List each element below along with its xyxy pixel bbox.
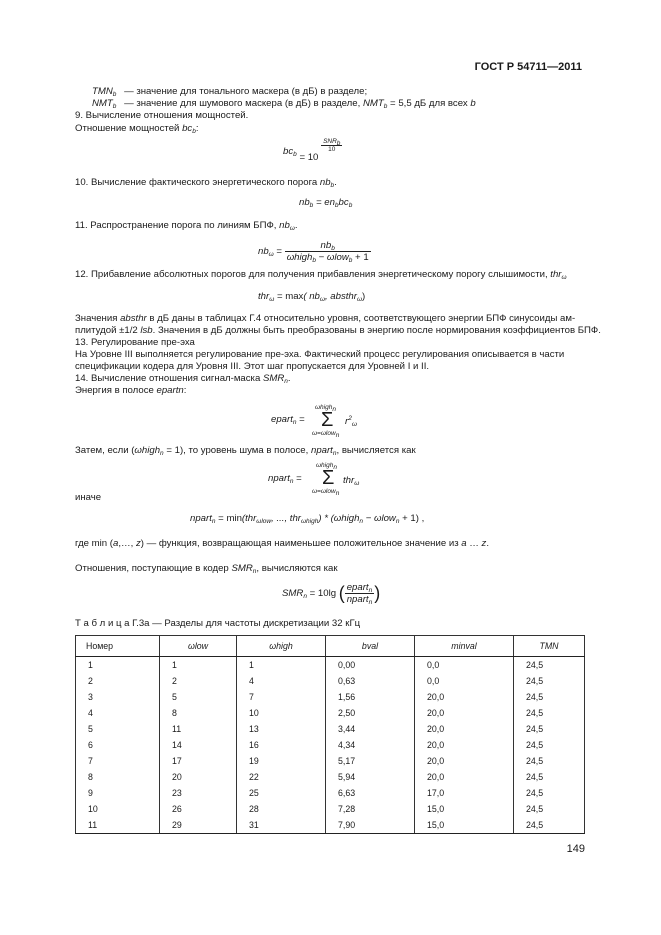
subscript: ωlow — [256, 518, 272, 525]
formula-epart-rhs — [345, 416, 357, 427]
table-cell: 0,0 — [415, 657, 514, 674]
subscript: ω — [561, 274, 567, 281]
symbol: epart — [271, 414, 293, 425]
table-cell: 4 — [76, 705, 160, 721]
formula-npart-rhs — [343, 475, 359, 486]
section-11-heading — [75, 220, 298, 232]
table-cell: 2 — [76, 673, 160, 689]
subscript: b — [330, 182, 335, 189]
sum-sign: Σ — [321, 409, 334, 431]
formula-nb-omega — [258, 240, 371, 263]
section-13-heading: 13. Регулирование пре-эха — [75, 337, 195, 348]
table-row — [76, 705, 585, 721]
text: в дБ даны в таблицах Г.4 относительно уровня, соответствующего энергии БПФ синусоиды ам- — [146, 313, 576, 324]
text: . Значения в дБ должны быть преобразованы в энергию после нормирования коэффициентов БПФ. — [152, 325, 601, 336]
table-cell: 5,17 — [326, 753, 415, 769]
text: . — [287, 373, 291, 384]
subscript: n — [160, 450, 164, 457]
definition-text: = 5,5 дБ для всех — [390, 98, 468, 109]
table-cell: 20,0 — [415, 689, 514, 705]
table-cell: 20,0 — [415, 769, 514, 785]
text: : — [195, 123, 199, 134]
sum-lower-limit — [312, 488, 339, 495]
formula-smr — [282, 582, 380, 605]
table-cell: 24,5 — [514, 769, 585, 785]
table-row — [76, 817, 585, 834]
text: 11. Распространение порога по линиям БПФ, — [75, 220, 280, 231]
table-cell: 7,90 — [326, 817, 415, 834]
table-cell: 4 — [237, 673, 326, 689]
table-row — [76, 785, 585, 801]
operator: = — [299, 414, 305, 425]
operator: + 1) , — [402, 513, 425, 524]
formula-thr — [258, 291, 365, 302]
text: = 1), то уровень шума в полосе, — [163, 445, 311, 456]
subscript: n — [252, 568, 257, 575]
table-cell: 0,0 — [415, 673, 514, 689]
operator: = min — [218, 513, 242, 524]
table-row — [76, 689, 585, 705]
text: . — [334, 177, 337, 188]
table-cell: 24,5 — [514, 817, 585, 834]
table-cell: 20,0 — [415, 753, 514, 769]
symbol: thr — [343, 475, 355, 486]
table-cell: 24,5 — [514, 801, 585, 817]
operator: = 10 — [299, 152, 319, 164]
subscript: n — [284, 378, 288, 385]
subscript: ω — [319, 296, 325, 303]
subscript: b — [312, 257, 316, 264]
text: Значения — [75, 313, 121, 324]
symbol: b — [470, 98, 476, 109]
section-14-heading — [75, 373, 291, 385]
subscript: ω — [354, 480, 360, 487]
table-caption — [75, 618, 360, 630]
table-cell: 19 — [237, 753, 326, 769]
symbol: bc — [283, 146, 294, 158]
symbol: , absthr — [324, 291, 357, 302]
table-cell: 20,0 — [415, 737, 514, 753]
operator: = — [276, 246, 283, 258]
subscript: n — [359, 518, 364, 525]
table-row — [76, 753, 585, 769]
table-row — [76, 737, 585, 753]
symbol: ωhigh — [134, 445, 161, 456]
symbol: ω=ωlow — [312, 430, 336, 437]
paragraph-min-definition — [75, 538, 489, 550]
symbol: ωhigh — [315, 404, 333, 411]
table-cell: 6,63 — [326, 785, 415, 801]
symbol: absthr — [120, 313, 147, 324]
text: , вычисляется как — [336, 445, 416, 456]
table-cell: 16 — [237, 737, 326, 753]
symbol: a — [113, 538, 119, 549]
table-cell: 11 — [76, 817, 160, 834]
table-cell: 10 — [237, 705, 326, 721]
subscript: ω — [356, 296, 363, 303]
symbol: bc — [182, 123, 193, 134]
symbol: SNR — [323, 138, 337, 145]
symbol: thr — [258, 291, 270, 302]
table-cell: 13 — [237, 721, 326, 737]
table-cell: 20,0 — [415, 705, 514, 721]
subscript: ωhigh — [300, 518, 319, 525]
fraction — [345, 582, 375, 605]
table-cell: 17,0 — [415, 785, 514, 801]
symbol: ( nb — [303, 291, 320, 302]
paragraph-smr — [75, 563, 338, 575]
symbol: npart — [190, 513, 212, 524]
table-cell: 0,63 — [326, 673, 415, 689]
subscript: ω — [269, 296, 275, 303]
formula-bc — [283, 138, 342, 164]
table-cell: 6 — [76, 737, 160, 753]
symbol: bc — [338, 197, 349, 208]
table-cell: 24,5 — [514, 737, 585, 753]
symbol: nb — [320, 240, 332, 251]
symbol: = en — [315, 197, 335, 208]
table-cell: 15,0 — [415, 817, 514, 834]
table-row — [76, 769, 585, 785]
table-cell: 20,0 — [415, 721, 514, 737]
section-10-heading — [75, 177, 337, 189]
partition-table — [75, 635, 585, 834]
subscript: b — [383, 103, 388, 110]
table-cell: 5 — [76, 721, 160, 737]
definition-tmn — [92, 86, 367, 98]
text: … — [466, 538, 482, 549]
symbol: SMR — [282, 588, 304, 600]
subscript: b — [331, 245, 335, 252]
text: ) — функция, возвращающая наименьшее положительное значение из — [140, 538, 462, 549]
table-header-row — [76, 636, 585, 657]
text: : — [183, 385, 187, 396]
table-cell: 17 — [160, 753, 237, 769]
subscript: b — [112, 91, 117, 98]
column-header: bval — [326, 636, 415, 657]
subscript: b — [293, 151, 297, 159]
subscript: b — [112, 103, 117, 110]
column-header: Номер — [76, 636, 160, 657]
table-cell: 7 — [76, 753, 160, 769]
table-cell: 20 — [160, 769, 237, 785]
standard-header: ГОСТ Р 54711—2011 — [474, 61, 582, 73]
operator: ) — [362, 291, 366, 302]
subscript: n — [332, 406, 336, 413]
table-cell: 7 — [237, 689, 326, 705]
operator: + 1 — [355, 252, 369, 263]
table-cell: 24,5 — [514, 753, 585, 769]
table-cell: 9 — [76, 785, 160, 801]
symbol: , ..., thr — [271, 513, 301, 524]
definition-text: — значение для шумового маскера (в дБ) в разделе, — [124, 98, 361, 109]
symbol: NMT — [362, 98, 384, 109]
section-12-heading — [75, 269, 567, 281]
symbol: npart — [346, 594, 369, 605]
column-header: ωhigh — [237, 636, 326, 657]
text: ,…, — [118, 538, 136, 549]
table-cell: 7,28 — [326, 801, 415, 817]
fraction — [285, 240, 371, 263]
definition-nmt — [92, 98, 476, 110]
paren-open: ( — [338, 583, 345, 603]
symbol: nb — [279, 220, 290, 231]
sum-lower-limit — [312, 430, 339, 437]
subscript: n — [395, 518, 400, 525]
table-cell: 2 — [160, 673, 237, 689]
text: Отношения, поступающие в кодер — [75, 563, 232, 574]
paragraph-preecho-1: На Уровне III выполняется регулирование пре-эха. Фактический процесс регулирования описывается в части — [75, 349, 565, 360]
superscript: 2 — [348, 415, 352, 422]
operator: = 10lg — [309, 588, 337, 600]
table-cell: 23 — [160, 785, 237, 801]
paren-close: ) — [374, 583, 381, 603]
caption-label: Т а б л и ц а Г.3а — [75, 618, 150, 629]
symbol: TMN — [92, 86, 113, 97]
symbol: z — [481, 538, 487, 549]
table-cell: 3,44 — [326, 721, 415, 737]
subscript: b — [334, 202, 339, 209]
formula-nb — [299, 197, 352, 208]
table-cell: 1 — [237, 657, 326, 674]
text: . — [486, 538, 490, 549]
table-cell: 4,34 — [326, 737, 415, 753]
subscript: ω — [351, 421, 357, 428]
subscript: n — [211, 518, 216, 525]
table-cell: 26 — [160, 801, 237, 817]
subscript: b — [348, 202, 353, 209]
subscript: n — [292, 419, 297, 426]
sum-sign: Σ — [322, 467, 335, 489]
paragraph-preecho-2: спецификации кодера для Уровня III. Этот шаг пропускается для Уровней I и II. — [75, 361, 430, 372]
table-cell: 11 — [160, 721, 237, 737]
paragraph-absthr-2 — [75, 325, 601, 337]
text: 12. Прибавление абсолютных порогов для получения прибавления энергетическому порогу слышимости, — [75, 269, 551, 280]
table-row — [76, 721, 585, 737]
table-row — [76, 673, 585, 689]
text: плитудой ±1/2 — [75, 325, 141, 336]
column-header: TMN — [514, 636, 585, 657]
subscript: n — [368, 599, 373, 606]
table-row — [76, 657, 585, 674]
symbol: a — [461, 538, 467, 549]
text: где min ( — [75, 538, 113, 549]
table-cell: 0,00 — [326, 657, 415, 674]
subscript: n — [303, 593, 307, 601]
symbol: epartn — [156, 385, 184, 396]
table-cell: 10 — [76, 801, 160, 817]
subscript: n — [335, 490, 340, 497]
symbol: ) * (ωhigh — [318, 513, 360, 524]
subscript: ω — [289, 225, 295, 232]
table-cell: 8 — [160, 705, 237, 721]
table-cell: 14 — [160, 737, 237, 753]
table-cell: 24,5 — [514, 689, 585, 705]
table-cell: 29 — [160, 817, 237, 834]
symbol: nb — [299, 197, 310, 208]
table-cell: 22 — [237, 769, 326, 785]
table-cell: 31 — [237, 817, 326, 834]
symbol: npart — [268, 473, 290, 484]
column-header: minval — [415, 636, 514, 657]
table-cell: 24,5 — [514, 721, 585, 737]
table-cell: 15,0 — [415, 801, 514, 817]
table-cell: 8 — [76, 769, 160, 785]
caption-text: — Разделы для частоты дискретизации 32 кГц — [149, 618, 361, 629]
formula-epart-lhs — [271, 414, 305, 425]
table-cell: 24,5 — [514, 705, 585, 721]
operator: = — [296, 473, 302, 484]
page-number: 149 — [566, 843, 585, 855]
symbol: − ωlow — [318, 252, 349, 263]
table-cell: 2,50 — [326, 705, 415, 721]
subscript: n — [335, 432, 340, 439]
text: Затем, если ( — [75, 445, 135, 456]
symbol: z — [135, 538, 141, 549]
table-cell: 28 — [237, 801, 326, 817]
paragraph-else: иначе — [75, 492, 102, 503]
symbol: − ωlow — [365, 513, 396, 524]
subscript: ω — [268, 251, 274, 259]
table-cell: 1 — [76, 657, 160, 674]
table-cell: 1,56 — [326, 689, 415, 705]
symbol: ωhigh — [316, 462, 334, 469]
symbol: NMT — [92, 98, 113, 109]
symbol: lsb — [140, 325, 153, 336]
table-cell: 24,5 — [514, 785, 585, 801]
symbol: ω=ωlow — [312, 488, 336, 495]
subscript: b — [192, 128, 196, 135]
subscript: n — [289, 478, 294, 485]
definition-text: — значение для тонального маскера (в дБ) в разделе; — [124, 86, 368, 97]
exponent-fraction — [321, 138, 342, 153]
text: 14. Вычисление отношения сигнал-маска — [75, 373, 263, 384]
symbol: SMR — [262, 373, 285, 384]
formula-npart-min — [190, 513, 424, 524]
text: , вычисляются как — [256, 563, 338, 574]
text: Отношение мощностей — [75, 123, 183, 134]
subscript: n — [333, 464, 337, 471]
symbol: (thr — [241, 513, 257, 524]
table-cell: 3 — [76, 689, 160, 705]
table-row — [76, 801, 585, 817]
table-cell: 24,5 — [514, 657, 585, 674]
section-9-heading: 9. Вычисление отношения мощностей. — [75, 110, 249, 121]
formula-npart-lhs — [268, 473, 302, 484]
table-cell: 24,5 — [514, 673, 585, 689]
text: 10. Вычисление фактического энергетического порога — [75, 177, 320, 188]
symbol: epart — [346, 582, 369, 593]
symbol: r — [345, 416, 349, 427]
subscript: b — [336, 140, 341, 147]
table-cell: 5 — [160, 689, 237, 705]
section-9-text — [75, 123, 199, 135]
section-14-text — [75, 385, 186, 397]
denominator: 10 — [328, 146, 336, 153]
subscript: b — [348, 257, 353, 264]
symbol: thr — [550, 269, 562, 280]
symbol: SMR — [231, 563, 253, 574]
paragraph-absthr-1 — [75, 313, 575, 325]
symbol: nb — [319, 177, 331, 188]
operator: = max — [276, 291, 304, 302]
table-cell: 1 — [160, 657, 237, 674]
symbol: nb — [258, 246, 269, 258]
paragraph-condition — [75, 445, 416, 457]
subscript: b — [309, 202, 314, 209]
table-cell: 25 — [237, 785, 326, 801]
subscript: n — [332, 450, 337, 457]
text: . — [294, 220, 298, 231]
symbol: npart — [310, 445, 333, 456]
text: Энергия в полосе — [75, 385, 157, 396]
subscript: n — [368, 587, 373, 594]
table-cell: 5,94 — [326, 769, 415, 785]
column-header: ωlow — [160, 636, 237, 657]
symbol: ωhigh — [286, 252, 313, 263]
